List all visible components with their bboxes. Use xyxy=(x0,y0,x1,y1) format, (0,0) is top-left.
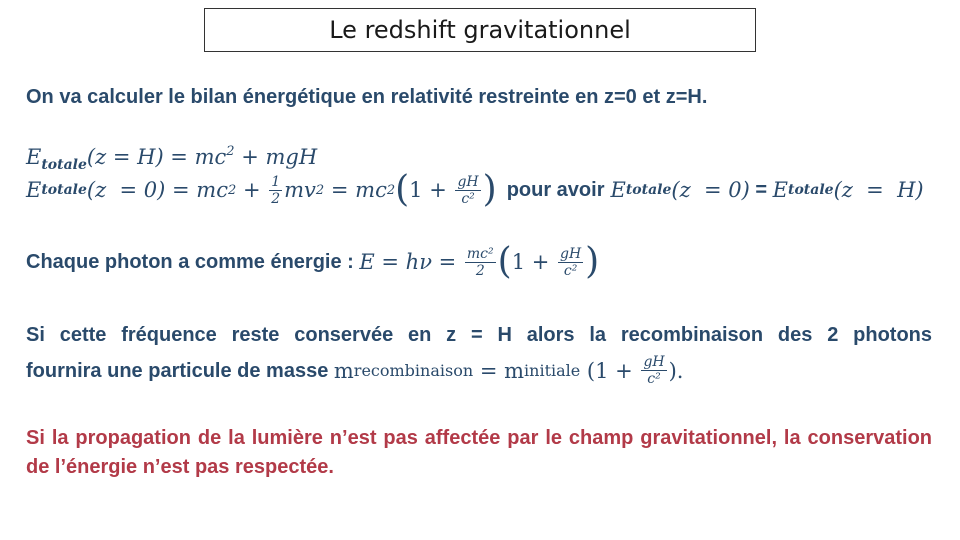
eq2-half-den: 2 xyxy=(271,190,281,207)
photon-fraction xyxy=(465,246,496,279)
eq2-e2: E xyxy=(610,178,626,202)
recombination-line-1: Si cette fréquence reste conservée en z = H alors la recombinaison des 2 photons xyxy=(26,324,932,346)
conclusion-text: Si la propagation de la lumière n’est pas affectée par le champ gravitationnel, la conservation de l’énergie n’est pas respectée. xyxy=(26,427,932,478)
eq2-arg2: (z = 0) xyxy=(671,178,750,202)
photon-den: 2 xyxy=(475,262,485,279)
photon-close-paren: ) xyxy=(585,241,600,282)
eq2-gh-num: gH xyxy=(457,173,479,190)
eq2-open-paren: ( xyxy=(395,169,410,210)
para-gh-fraction xyxy=(641,354,666,387)
photon-energy-line xyxy=(26,241,600,282)
para-m2-sub: initiale xyxy=(524,360,581,380)
eq2-pour-avoir: pour avoir xyxy=(506,178,605,201)
equation-energy-at-h xyxy=(26,144,317,173)
photon-lhs: E = hν = xyxy=(359,250,463,274)
photon-text: Chaque photon a comme énergie : xyxy=(26,250,360,273)
eq1-sub: totale xyxy=(41,157,87,173)
eq2-gh-fraction xyxy=(455,174,480,207)
para-close: ). xyxy=(668,358,684,383)
eq2-equals: = xyxy=(749,178,773,201)
para-m1: m xyxy=(333,358,354,383)
eq2-arg3: (z = H) xyxy=(833,178,924,202)
eq2-arg: (z = 0) = mc xyxy=(86,178,228,202)
eq2-half-num: 1 xyxy=(271,173,281,190)
eq2-plus: + xyxy=(236,178,268,202)
eq2-one-plus: 1 + xyxy=(409,178,454,202)
intro-text: On va calculer le bilan énergétique en relativité restreinte en z=0 et z=H. xyxy=(26,86,708,108)
eq1-e: E xyxy=(26,145,42,169)
photon-gh-fraction xyxy=(558,246,583,279)
eq2-e: E xyxy=(26,178,42,202)
eq2-mv: mv xyxy=(284,178,316,202)
eq2-sq3: 2 xyxy=(386,182,396,198)
eq2-sub3: totale xyxy=(787,182,834,198)
para-line2-text: fournira une particule de masse xyxy=(26,359,334,382)
title-box xyxy=(204,8,756,52)
eq2-sub: totale xyxy=(41,182,87,198)
para-m1-sub: recombinaison xyxy=(353,360,474,380)
eq2-eq: = mc xyxy=(324,178,387,202)
photon-one-plus: 1 + xyxy=(511,250,556,274)
photon-gh-den: c² xyxy=(563,262,578,279)
para-m2: m xyxy=(504,358,525,383)
para-eq: = xyxy=(473,358,505,383)
photon-num: mc² xyxy=(466,245,494,262)
para-paren: (1 + xyxy=(580,358,640,383)
recombination-line-2 xyxy=(26,354,932,387)
eq2-close-paren: ) xyxy=(482,169,497,210)
photon-open-paren: ( xyxy=(497,241,512,282)
eq1-rest: + mgH xyxy=(234,145,318,169)
page-title: Le redshift gravitationnel xyxy=(329,16,631,44)
eq1-sq: 2 xyxy=(226,144,235,159)
eq2-sq: 2 xyxy=(227,182,237,198)
eq2-sq2: 2 xyxy=(315,182,325,198)
photon-gh-num: gH xyxy=(560,245,582,262)
eq2-gh-den: c² xyxy=(461,190,475,207)
equation-energy-at-zero xyxy=(26,169,924,210)
eq2-half-fraction xyxy=(269,174,282,207)
para-gh-num: gH xyxy=(643,354,665,370)
eq1-arg: (z = H) = mc xyxy=(86,145,227,169)
eq2-sub2: totale xyxy=(625,182,672,198)
eq2-e3: E xyxy=(772,178,788,202)
para-gh-den: c² xyxy=(647,371,661,387)
